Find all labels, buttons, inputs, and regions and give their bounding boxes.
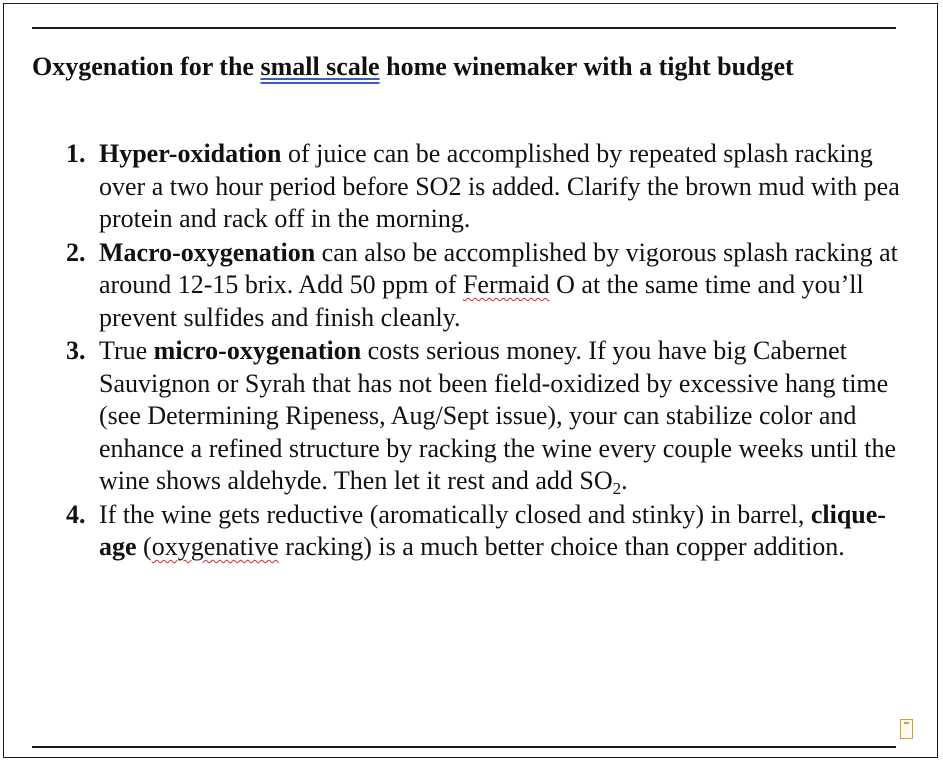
spelling-flag-word[interactable]: Fermaid (462, 270, 550, 299)
list-item (32, 237, 912, 335)
document-heading (32, 50, 907, 84)
item-text: of juice can be accomplished by repeated splash racking over a two hour period before SO2 is added. Clarify the brown mud with pea protein and rack off in the morning. (99, 139, 900, 233)
item-bold-term: clique-age (99, 499, 886, 561)
list-number: 3. (66, 336, 86, 365)
item-text: racking) is a much better choice than copper addition. (278, 532, 845, 561)
spelling-flag-word[interactable]: oxygenative (151, 532, 279, 561)
item-tail-text: . (621, 466, 628, 495)
paste-options-icon[interactable] (900, 719, 913, 739)
heading-underlined-phrase: small scale (260, 52, 380, 81)
list-number: 1. (66, 139, 86, 168)
item-lead-text: If the wine gets reductive (aromatically closed and stinky) in barrel, (99, 499, 811, 529)
list-number: 4. (66, 499, 86, 529)
heading-text-before: Oxygenation for the (32, 52, 261, 81)
numbered-list (32, 138, 912, 565)
item-text: O at the same time and you’ll prevent sulfides and finish cleanly. (99, 270, 864, 332)
list-item (32, 335, 912, 498)
list-number: 2. (66, 237, 86, 267)
item-bold-term: Hyper-oxidation (99, 139, 282, 168)
item-bold-term: micro-oxygenation (153, 336, 362, 365)
item-lead-text: True (99, 336, 154, 365)
item-bold-term: Macro-oxygenation (99, 237, 316, 267)
subscript-text: 2 (612, 479, 622, 498)
top-rule (32, 27, 896, 29)
list-item (32, 499, 912, 564)
item-text: ( (136, 532, 152, 561)
item-text: can also be accomplished by vigorous splash racking at around 12-15 brix. Add 50 ppm of (99, 237, 898, 299)
bottom-rule (32, 746, 896, 748)
heading-text-after: home winemaker with a tight budget (379, 52, 794, 81)
item-text: costs serious money. If you have big Cabernet Sauvignon or Syrah that has not been field-oxidized by excessive hang time (see Determining Ripeness, Aug/Sept issue), your can stabilize color and enhance a refined structure by racking the wine every couple weeks until the wine shows aldehyde. Then let it rest and add SO (99, 336, 896, 495)
list-item (32, 138, 912, 236)
